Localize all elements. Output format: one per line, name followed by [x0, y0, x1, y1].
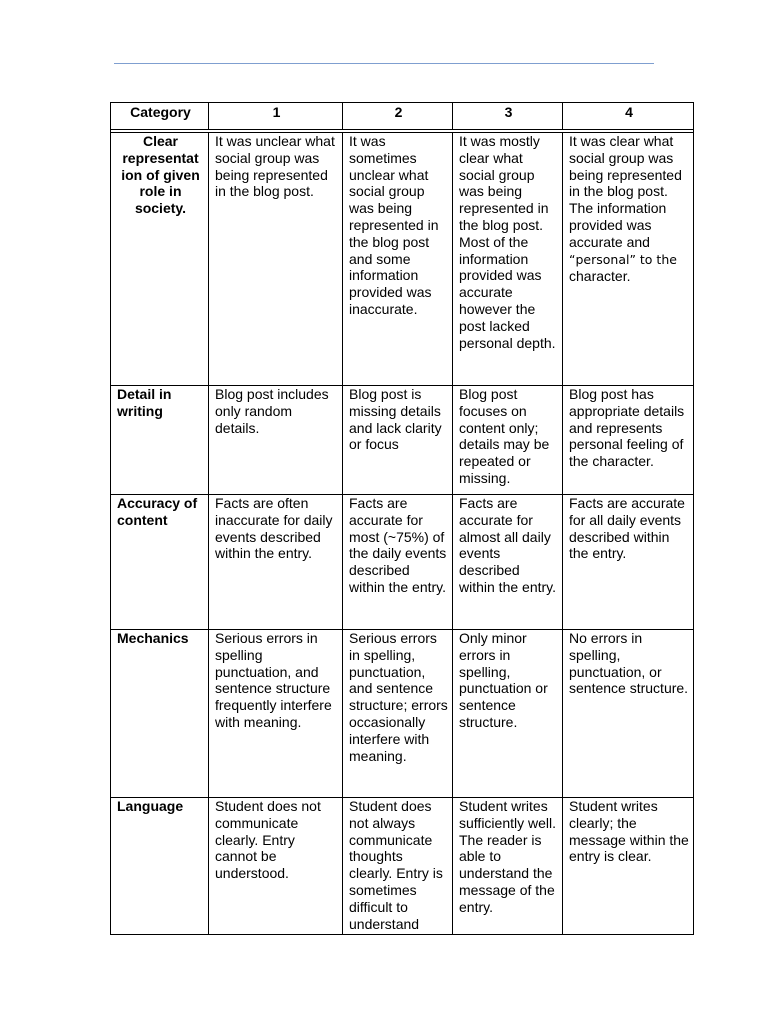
- table-cell: Student does not communicate clearly. Entry cannot be understood.: [209, 798, 343, 935]
- table-cell: It was unclear what social group was being represented in the blog post.: [209, 133, 343, 386]
- table-cell: Student writes sufficiently well. The reader is able to understand the message of the entry.: [453, 798, 563, 935]
- table-row: [111, 630, 694, 798]
- table-cell: Blog post has appropriate details and represents personal feeling of the character.: [563, 386, 694, 495]
- row-category-mechanics: Mechanics: [111, 630, 209, 798]
- table-cell: Blog post focuses on content only; details may be repeated or missing.: [453, 386, 563, 495]
- table-cell: Student does not always communicate thoughts clearly. Entry is sometimes difficult to understand: [343, 798, 453, 935]
- table-cell: Blog post includes only random details.: [209, 386, 343, 495]
- table-cell: No errors in spelling, punctuation, or sentence structure.: [563, 630, 694, 798]
- header-score-4: 4: [563, 103, 694, 130]
- header-row: [111, 103, 694, 130]
- table-cell: Serious errors in spelling, punctuation, and sentence structure; errors occasionally interfere with meaning.: [343, 630, 453, 798]
- table-cell: It was sometimes unclear what social group was being represented in the blog post and some information provided was inaccurate.: [343, 133, 453, 386]
- table-cell: Blog post is missing details and lack clarity or focus: [343, 386, 453, 495]
- table-cell: Facts are accurate for all daily events described within the entry.: [563, 495, 694, 630]
- cell-text-end: character.: [569, 268, 631, 285]
- table-cell: [563, 133, 694, 386]
- table-row: [111, 386, 694, 495]
- row-category-clear-representation: Clear representat ion of given role in society.: [111, 133, 209, 386]
- row-category-language: Language: [111, 798, 209, 935]
- rubric-table: [110, 102, 694, 935]
- cell-text: It was clear what social group was being represented in the blog post. The information provided was accurate and: [569, 133, 682, 250]
- table-cell: Serious errors in spelling punctuation, and sentence structure frequently interfere with meaning.: [209, 630, 343, 798]
- table-cell: Only minor errors in spelling, punctuation or sentence structure.: [453, 630, 563, 798]
- table-cell: It was mostly clear what social group was being represented in the blog post. Most of the information provided was accurate however the post lacked personal depth.: [453, 133, 563, 386]
- cell-text-personal: “personal” to the: [569, 251, 677, 267]
- header-category: Category: [111, 103, 209, 130]
- row-category-accuracy: Accuracy of content: [111, 495, 209, 630]
- table-row: [111, 133, 694, 386]
- table-cell: Facts are accurate for most (~75%) of the daily events described within the entry.: [343, 495, 453, 630]
- table-cell: Student writes clearly; the message within the entry is clear.: [563, 798, 694, 935]
- header-score-1: 1: [209, 103, 343, 130]
- header-score-2: 2: [343, 103, 453, 130]
- header-rule: [114, 63, 654, 64]
- table-row: [111, 495, 694, 630]
- table-cell: Facts are often inaccurate for daily events described within the entry.: [209, 495, 343, 630]
- header-score-3: 3: [453, 103, 563, 130]
- table-row: [111, 798, 694, 935]
- table-cell: Facts are accurate for almost all daily events described within the entry.: [453, 495, 563, 630]
- row-category-detail: Detail in writing: [111, 386, 209, 495]
